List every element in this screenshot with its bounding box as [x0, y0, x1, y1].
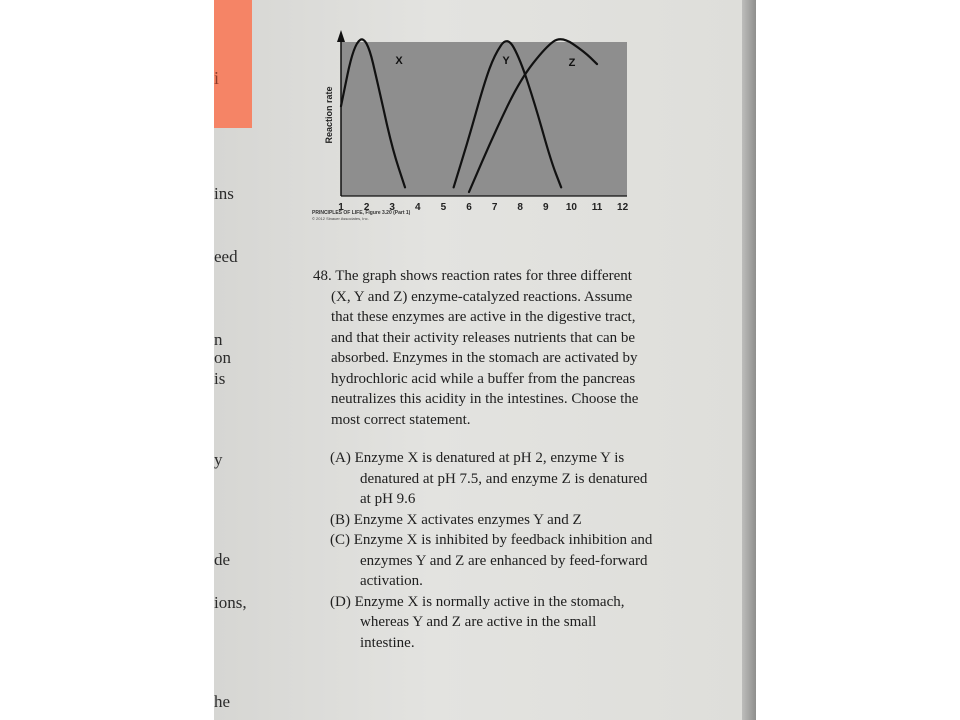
y-axis-arrow: [337, 30, 345, 42]
x-tick-label: 10: [565, 202, 577, 213]
margin-text: i: [214, 68, 220, 88]
question-stem: [313, 266, 653, 430]
x-tick-label: 7: [491, 202, 498, 213]
curve-label-y: Y: [502, 55, 510, 67]
question-number: 48.: [313, 268, 332, 284]
margin-text: is: [214, 369, 226, 388]
x-tick-label: 1: [338, 202, 344, 213]
option-d[interactable]: (D) Enzyme X is normally active in the stomach, whereas Y and Z are active in the small intestine.: [330, 593, 625, 651]
x-tick-label: 6: [466, 202, 472, 213]
answer-options: [313, 448, 653, 653]
question-48: [313, 266, 653, 653]
x-tick-label: 4: [415, 202, 421, 213]
curve-label-z: Z: [568, 57, 576, 69]
x-tick-label: 9: [543, 202, 549, 213]
margin-text: on: [214, 348, 231, 367]
option-c[interactable]: (C) Enzyme X is inhibited by feedback inhibition and enzymes Y and Z are enhanced by feed-forward activation.: [330, 532, 653, 589]
figure-credit: © 2012 Sinauer Associates, Inc.: [312, 216, 369, 221]
x-tick-label: 12: [617, 202, 629, 213]
margin-text: y: [214, 450, 223, 469]
page-edge: [742, 0, 756, 720]
figure-caption: PRINCIPLES OF LIFE, Figure 3.20 (Part 1): [312, 210, 411, 216]
x-tick-label: 11: [591, 202, 603, 213]
plot-area: [341, 42, 627, 196]
x-tick-label: 3: [389, 202, 395, 213]
margin-text: he: [214, 692, 231, 711]
margin-text: de: [214, 550, 231, 569]
question-text: The graph shows reaction rates for three different (X, Y and Z) enzyme-catalyzed reactions. Assume that these enzymes are active in the digestive tract, and that their activity releases nutrients that can be absorbed. Enzymes in the stomach are activated by hydrochloric acid while a buffer from the pancreas neutralizes this acidity in the intestines. Choose the most correct statement.: [331, 268, 639, 428]
sticky-note: [214, 0, 252, 128]
option-a[interactable]: (A) Enzyme X is denatured at pH 2, enzyme Y is denatured at pH 7.5, and enzyme Z is denatured at pH 9.6: [330, 450, 648, 507]
margin-text: eed: [214, 247, 238, 266]
option-b[interactable]: (B) Enzyme X activates enzymes Y and Z: [330, 511, 582, 528]
x-tick-label: 2: [363, 202, 370, 213]
x-tick-label: 5: [440, 202, 447, 213]
x-tick-label: 8: [517, 202, 523, 213]
y-axis-label: Reaction rate: [324, 86, 334, 144]
curve-label-x: X: [395, 55, 403, 67]
margin-text: ins: [214, 184, 234, 203]
margin-text: n: [214, 330, 223, 349]
margin-text: ions,: [214, 593, 247, 612]
